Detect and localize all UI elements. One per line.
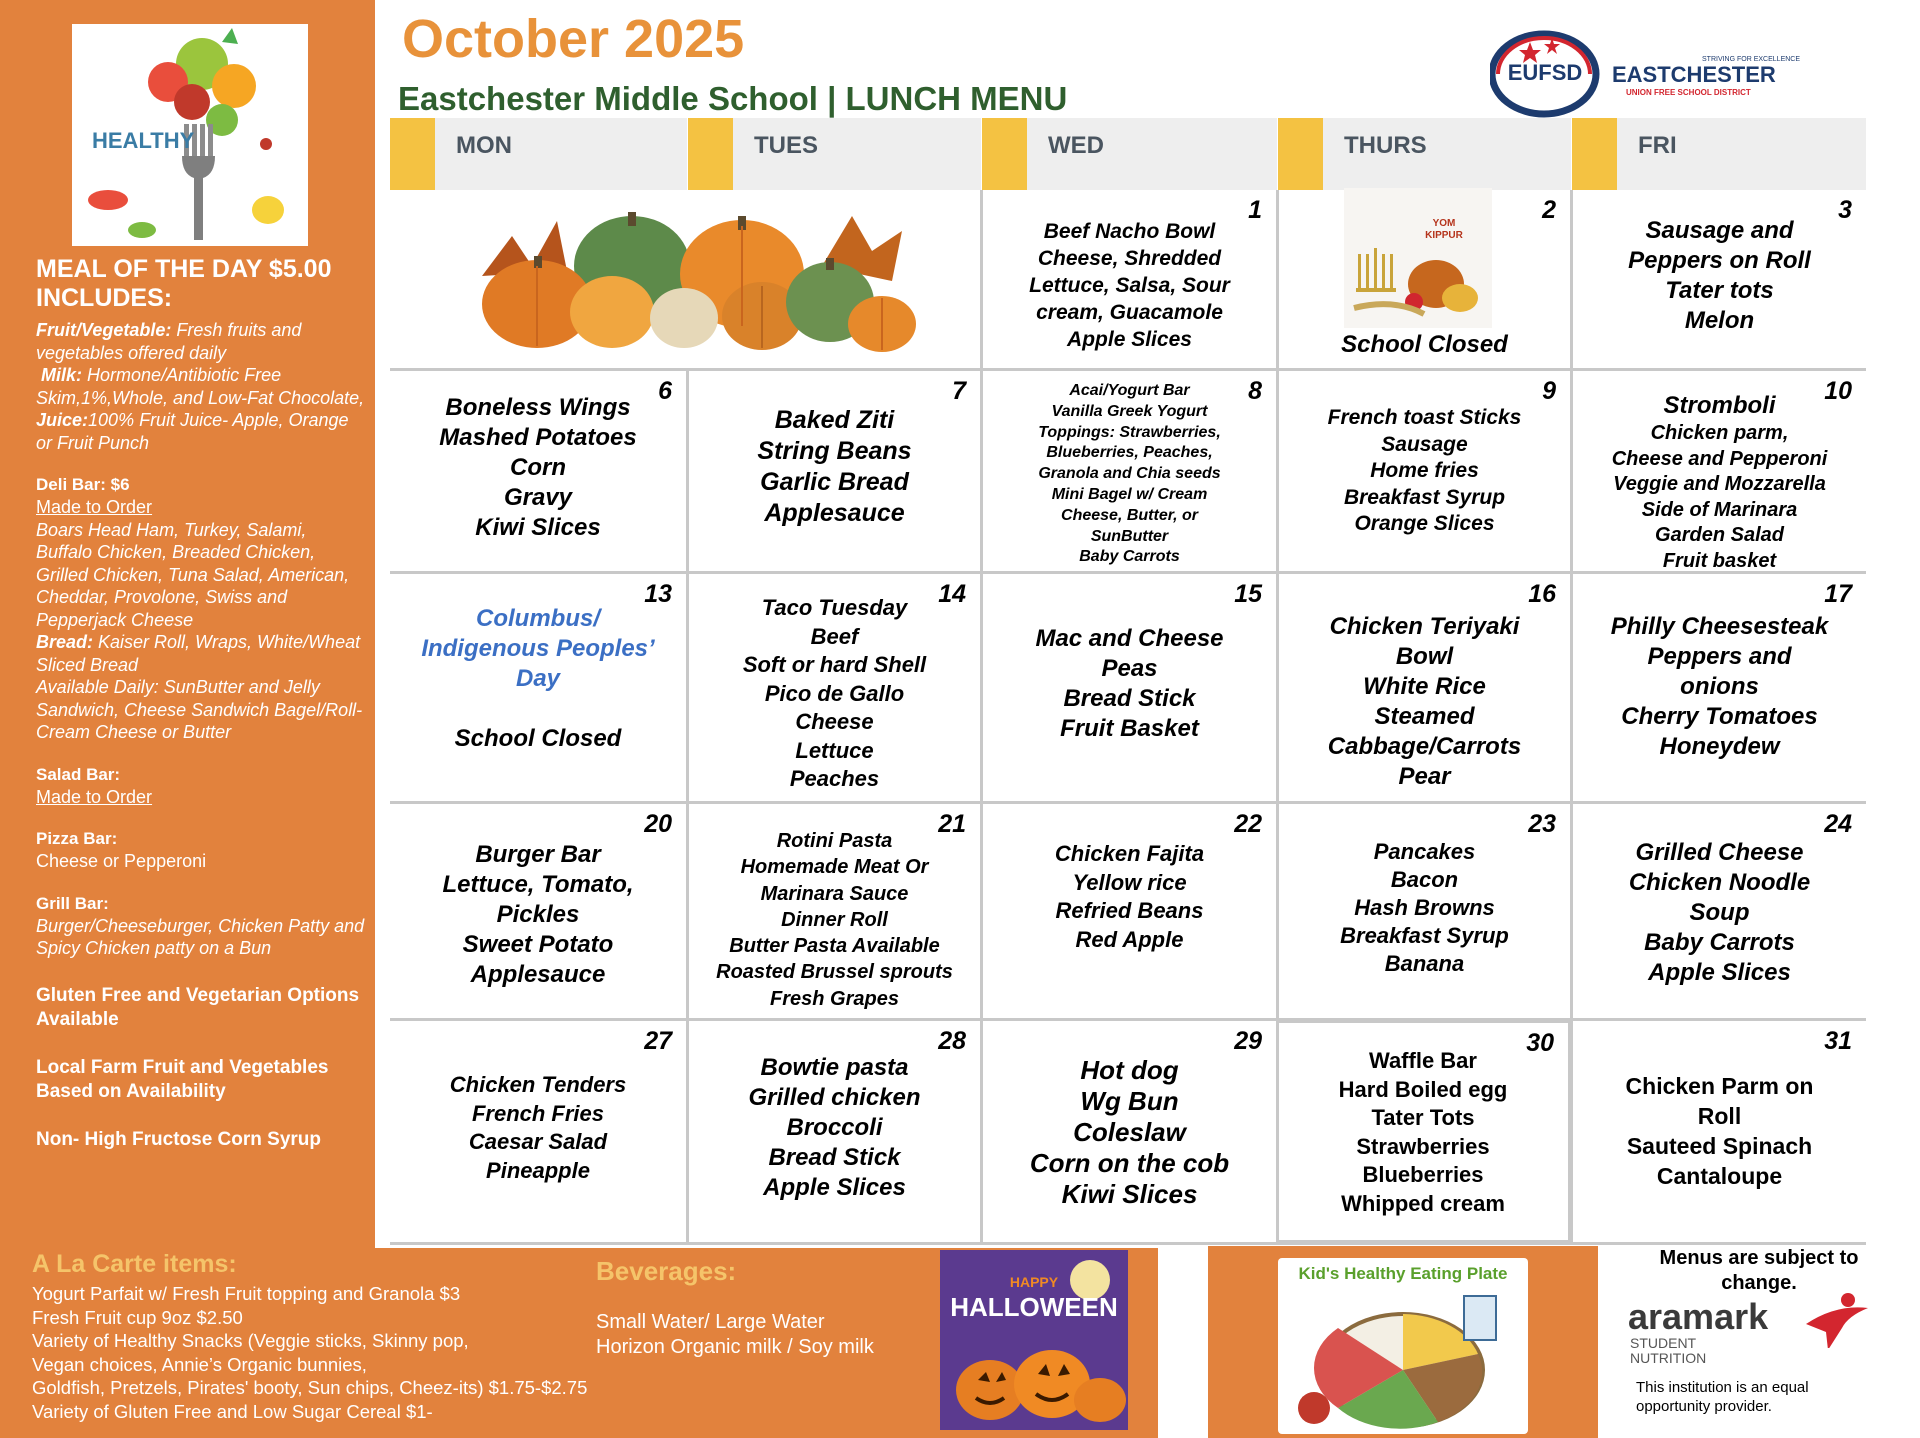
- menu-items: School Closed: [1341, 331, 1508, 358]
- day-label: MON: [456, 132, 512, 159]
- menu-disclaimer: Menus are subject to change.: [1659, 1247, 1859, 1294]
- calendar-day-17: [1573, 574, 1866, 801]
- menu-items: Grilled Cheese Chicken Noodle Soup Baby Carrots Apple Slices: [1628, 839, 1811, 986]
- beverages-title: Beverages:: [596, 1256, 737, 1286]
- grid-line: [390, 1242, 1866, 1245]
- logo-name: EASTCHESTER: [1612, 62, 1776, 87]
- day-label: TUES: [754, 132, 819, 159]
- eufsd-logo: [1490, 30, 1810, 120]
- calendar-day-10: [1573, 371, 1866, 571]
- deli-meats: Boars Head Ham, Turkey, Salami, Buffalo Chicken, Breaded Chicken, Grilled Chicken, Tuna Salad, American, Cheddar, Provolone, Swiss and Pepperjack Cheese: [36, 519, 350, 630]
- day-number: 15: [1234, 580, 1262, 608]
- menu-items: Waffle Bar Hard Boiled egg Tater Tots Strawberries Blueberries Whipped cream: [1338, 1048, 1508, 1216]
- calendar-day-1: [983, 190, 1276, 368]
- day-header-tues: [688, 118, 981, 190]
- salad-bar-title: Salad Bar:: [36, 764, 121, 784]
- calendar-day-2: [1279, 190, 1570, 368]
- day-number: 28: [938, 1027, 966, 1055]
- menu-items: Beef Nacho Bowl Cheese, Shredded Lettuce, Salsa, Sour cream, Guacamole Apple Slices: [1029, 220, 1230, 351]
- calendar-day-21: [689, 804, 980, 1018]
- bread-line: Bread: Kaiser Roll, Wraps, White/Wheat Sliced Bread: [36, 632, 361, 675]
- available-daily: Available Daily: SunButter and Jelly Sandwich, Cheese Sandwich Bagel/Roll- Cream Cheese or Butter: [36, 677, 363, 742]
- beverages-items: Small Water/ Large Water Horizon Organic milk / Soy milk: [596, 1311, 874, 1358]
- day-label: THURS: [1344, 132, 1427, 159]
- menu-items: Hot dog Wg Bun Coleslaw Corn on the cob Kiwi Slices: [1029, 1055, 1230, 1209]
- calendar-day-13: [390, 574, 686, 801]
- day-number: 14: [938, 580, 966, 608]
- calendar-day-20: [390, 804, 686, 1018]
- calendar-day-6: [390, 371, 686, 571]
- menu-items: Baked Ziti String Beans Garlic Bread Applesauce: [757, 406, 912, 527]
- alacarte-items: Yogurt Parfait w/ Fresh Fruit topping and Granola $3 Fresh Fruit cup 9oz $2.50 Variety of Healthy Snacks (Veggie sticks, Skinny pop, Vegan choices, Annie’s Organic bunnies, Goldfish, Pretzels, Pirates' booty, Sun chips, Cheez-its) $1.75-$2.75 Variety of Gluten Free and Low Sugar Cereal $1-: [32, 1283, 588, 1422]
- juice-line: Juice:100% Fruit Juice- Apple, Orange or Fruit Punch: [36, 410, 349, 453]
- alacarte-title: A La Carte items:: [32, 1250, 237, 1278]
- halloween-illustration: [940, 1250, 1128, 1430]
- day-number: 3: [1838, 196, 1852, 224]
- healthy-plate-panel: [1208, 1246, 1598, 1438]
- menu-items: Pancakes Bacon Hash Browns Breakfast Syrup Banana: [1340, 839, 1509, 976]
- page-title: October 2025: [402, 9, 745, 69]
- day-number: 6: [658, 377, 672, 405]
- menu-items: Sausage and Peppers on Roll Tater tots Melon: [1628, 217, 1811, 334]
- menu-items: Philly Cheesesteak Peppers and onions Cherry Tomatoes Honeydew: [1610, 613, 1829, 760]
- aramark-wordmark: aramark: [1628, 1296, 1769, 1337]
- deli-made-to-order: Made to Order: [36, 497, 153, 517]
- day-number: 17: [1824, 580, 1852, 608]
- day-number: 27: [644, 1027, 672, 1055]
- day-header-wed: [982, 118, 1277, 190]
- day-header-thurs: [1278, 118, 1571, 190]
- hfcs-note: Non- High Fructose Corn Syrup: [36, 1128, 321, 1150]
- pumpkin-illustration: [462, 186, 922, 356]
- calendar-day-22: [983, 804, 1276, 1018]
- menu-items: Taco Tuesday Beef Soft or hard Shell Pico de Gallo Cheese Lettuce Peaches: [742, 595, 927, 791]
- menu-items: Rotini Pasta Homemade Meat Or Marinara Sauce Dinner Roll Butter Pasta Available Roasted Brussel sprouts Fresh Grapes: [716, 830, 953, 1010]
- day-number: 20: [644, 810, 672, 838]
- day-number: 9: [1542, 377, 1556, 405]
- day-header-mon: [390, 118, 687, 190]
- day-label: WED: [1048, 132, 1104, 159]
- logo-abbr: EUFSD: [1507, 60, 1583, 85]
- menu-items-main: Stromboli: [1663, 392, 1776, 419]
- day-number: 2: [1542, 196, 1556, 224]
- menu-items: Chicken Teriyaki Bowl White Rice Steamed Cabbage/Carrots Pear: [1327, 613, 1522, 790]
- pizza-text: Cheese or Pepperoni: [36, 851, 207, 871]
- equal-opportunity-note: This institution is an equal opportunity provider.: [1636, 1379, 1809, 1415]
- calendar-day-30: [1276, 1021, 1570, 1242]
- gluten-free-note: Gluten Free and Vegetarian Options Available: [36, 984, 360, 1030]
- menu-items: Burger Bar Lettuce, Tomato, Pickles Sweet Potato Applesauce: [442, 841, 634, 988]
- day-tab: [982, 118, 1027, 190]
- day-number: 31: [1824, 1027, 1852, 1055]
- halloween-main: HALLOWEEN: [950, 1292, 1118, 1322]
- page-subtitle: Eastchester Middle School | LUNCH MENU: [398, 80, 1068, 117]
- menu-items: School Closed: [454, 725, 622, 752]
- meal-of-day-heading: MEAL OF THE DAY $5.00 INCLUDES:: [36, 255, 332, 312]
- day-tab: [390, 118, 435, 190]
- menu-items: Acai/Yogurt Bar Vanilla Greek Yogurt Toppings: Strawberries, Blueberries, Peaches, Granola and Chia seeds Mini Bagel w/ Cream Cheese, Butter, or SunButter Baby Carrots: [1038, 382, 1221, 566]
- menu-items: Chicken parm, Cheese and Pepperoni Veggie and Mozzarella Side of Marinara Garden Salad Fruit basket: [1611, 422, 1828, 572]
- fruit-line: Fruit/Vegetable: Fresh fruits and vegetables offered daily: [36, 320, 302, 363]
- calendar-day-23: [1279, 804, 1570, 1018]
- calendar-day-24: [1573, 804, 1866, 1018]
- calendar-day-14: [689, 574, 980, 801]
- calendar-day-7: [689, 371, 980, 571]
- day-number: 16: [1528, 580, 1556, 608]
- day-number: 30: [1526, 1029, 1554, 1057]
- logo-tagline: STRIVING FOR EXCELLENCE: [1702, 56, 1801, 63]
- aramark-logo: [1628, 1296, 1888, 1376]
- day-number: 23: [1528, 810, 1556, 838]
- calendar-day-28: [689, 1021, 980, 1242]
- day-number: 22: [1234, 810, 1262, 838]
- salad-made-to-order: Made to Order: [36, 786, 153, 807]
- day-number: 29: [1234, 1027, 1262, 1055]
- pizza-bar-title: Pizza Bar:: [36, 829, 118, 848]
- menu-items: Chicken Parm on Roll Sauteed Spinach Cantaloupe: [1625, 1073, 1814, 1189]
- plate-title: Kid's Healthy Eating Plate: [1298, 1264, 1508, 1283]
- healthy-fork-illustration: [72, 24, 308, 246]
- day-number: 13: [644, 580, 672, 608]
- calendar-day-16: [1279, 574, 1570, 801]
- day-number: 24: [1824, 810, 1852, 838]
- menu-items: Mac and Cheese Peas Bread Stick Fruit Basket: [1035, 625, 1224, 742]
- day-number: 21: [938, 810, 966, 838]
- calendar-day-29: [983, 1021, 1276, 1242]
- milk-line: Milk: Hormone/Antibiotic Free Skim,1%,Whole, and Low-Fat Chocolate,: [36, 365, 365, 408]
- grill-text: Burger/Cheeseburger, Chicken Patty and Spicy Chicken patty on a Bun: [36, 915, 365, 958]
- holiday-name: Columbus/ Indigenous Peoples’ Day: [421, 605, 655, 692]
- calendar-day-9: [1279, 371, 1570, 571]
- yom-kippur-label: YOM KIPPUR: [1425, 218, 1463, 241]
- calendar-day-15: [983, 574, 1276, 801]
- logo-sub: UNION FREE SCHOOL DISTRICT: [1626, 88, 1751, 97]
- menu-items: Chicken Tenders French Fries Caesar Salad Pineapple: [449, 1072, 627, 1183]
- day-number: 7: [952, 377, 966, 405]
- grill-bar-title: Grill Bar:: [36, 893, 109, 913]
- menu-items: Boneless Wings Mashed Potatoes Corn Gravy Kiwi Slices: [439, 394, 637, 541]
- healthy-label: HEALTHY: [92, 128, 195, 153]
- day-tab: [1278, 118, 1323, 190]
- day-tab: [1572, 118, 1617, 190]
- aramark-sub: STUDENT NUTRITION: [1630, 1335, 1707, 1366]
- healthy-plate-illustration: [1278, 1258, 1528, 1434]
- day-number: 10: [1824, 377, 1852, 405]
- halloween-happy: HAPPY: [1009, 1274, 1059, 1290]
- menu-items: Chicken Fajita Yellow rice Refried Beans Red Apple: [1054, 841, 1205, 952]
- menu-items: French toast Sticks Sausage Home fries Breakfast Syrup Orange Slices: [1327, 406, 1522, 535]
- calendar-day-31: [1573, 1021, 1866, 1242]
- calendar-day-8: [983, 371, 1276, 571]
- day-number: 1: [1248, 196, 1262, 224]
- day-tab: [688, 118, 733, 190]
- local-farm-note: Local Farm Fruit and Vegetables Based on Availability: [36, 1056, 329, 1102]
- day-label: FRI: [1638, 132, 1677, 159]
- calendar-day-3: [1573, 190, 1866, 368]
- menu-items: Bowtie pasta Grilled chicken Broccoli Bread Stick Apple Slices: [748, 1054, 921, 1201]
- deli-bar-title: Deli Bar: $6: [36, 475, 130, 494]
- day-header-fri: [1572, 118, 1866, 190]
- calendar-day-27: [390, 1021, 686, 1242]
- day-number: 8: [1248, 377, 1262, 405]
- sidebar-text: [36, 255, 366, 1152]
